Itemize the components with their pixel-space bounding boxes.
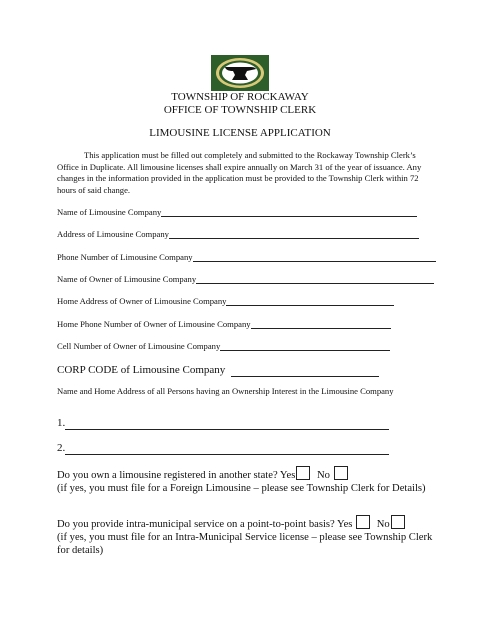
anvil-seal-icon xyxy=(211,55,269,91)
question1-note: (if yes, you must file for a Foreign Limousine – please see Township Clerk for Details) xyxy=(57,483,426,494)
company-phone-field[interactable] xyxy=(57,252,436,262)
company-address-line[interactable] xyxy=(169,230,419,239)
ownership-line-1-rule[interactable] xyxy=(65,419,389,430)
question1-text: Do you own a limousine registered in another state? xyxy=(57,470,278,481)
owner-cell-line[interactable] xyxy=(220,342,390,351)
question2-no-checkbox[interactable] xyxy=(391,515,405,529)
intro-paragraph: This application must be filled out completely and submitted to the Rockaway Township Clerk’s Office in Duplicate. All limousine licenses shall expire annually on March 31 of the year of issuance. Any changes in the information provided in the application must be provided to the Township Clerk within 72 hours of said change. xyxy=(57,150,422,195)
company-name-line[interactable] xyxy=(161,208,417,217)
ownership-line-2-rule[interactable] xyxy=(65,444,389,455)
question2-yes-checkbox[interactable] xyxy=(356,515,370,529)
ownership-line-2-number: 2. xyxy=(57,442,66,454)
intra-municipal-question xyxy=(57,515,437,557)
owner-cell-label: Cell Number of Owner of Limousine Company xyxy=(57,341,221,351)
ownership-line-1-number: 1. xyxy=(57,417,66,429)
ownership-line-1[interactable] xyxy=(57,417,389,430)
owner-home-address-line[interactable] xyxy=(226,297,394,306)
company-name-field[interactable] xyxy=(57,207,417,217)
owner-home-phone-label: Home Phone Number of Owner of Limousine Company xyxy=(57,319,251,329)
owner-name-line[interactable] xyxy=(196,275,434,284)
owner-home-phone-field[interactable] xyxy=(57,319,391,329)
question1-yes-checkbox[interactable] xyxy=(296,466,310,480)
question2-yes-label: Yes xyxy=(337,519,353,530)
owner-home-address-field[interactable] xyxy=(57,296,394,306)
owner-home-phone-line[interactable] xyxy=(251,320,391,329)
question1-no-checkbox[interactable] xyxy=(334,466,348,480)
company-address-field[interactable] xyxy=(57,229,419,239)
company-address-label: Address of Limousine Company xyxy=(57,229,169,239)
corp-code-label: CORP CODE of Limousine Company xyxy=(57,364,226,376)
company-phone-label: Phone Number of Limousine Company xyxy=(57,252,193,262)
owner-home-address-label: Home Address of Owner of Limousine Company xyxy=(57,296,227,306)
foreign-limousine-question xyxy=(57,466,437,495)
owner-name-field[interactable] xyxy=(57,274,434,284)
question1-yes-label: Yes xyxy=(279,470,296,481)
company-phone-line[interactable] xyxy=(193,253,436,262)
ownership-label: Name and Home Address of all Persons having an Ownership Interest in the Limousine Company xyxy=(57,386,394,396)
question2-no-label: No xyxy=(376,519,390,530)
question2-text: Do you provide intra-municipal service on a point-to-point basis? xyxy=(57,519,335,530)
township-name: TOWNSHIP OF ROCKAWAY xyxy=(171,91,309,103)
question1-no-label: No xyxy=(317,470,330,481)
corp-code-field[interactable] xyxy=(57,364,379,377)
corp-code-line[interactable] xyxy=(231,366,379,377)
question2-note: (if yes, you must file for an Intra-Municipal Service license – please see Township Clerk for details) xyxy=(57,532,433,556)
ownership-line-2[interactable] xyxy=(57,442,389,455)
owner-name-label: Name of Owner of Limousine Company xyxy=(57,274,197,284)
owner-cell-field[interactable] xyxy=(57,341,390,351)
company-name-label: Name of Limousine Company xyxy=(57,207,162,217)
form-title: LIMOUSINE LICENSE APPLICATION xyxy=(149,127,331,139)
office-name: OFFICE OF TOWNSHIP CLERK xyxy=(163,104,317,116)
